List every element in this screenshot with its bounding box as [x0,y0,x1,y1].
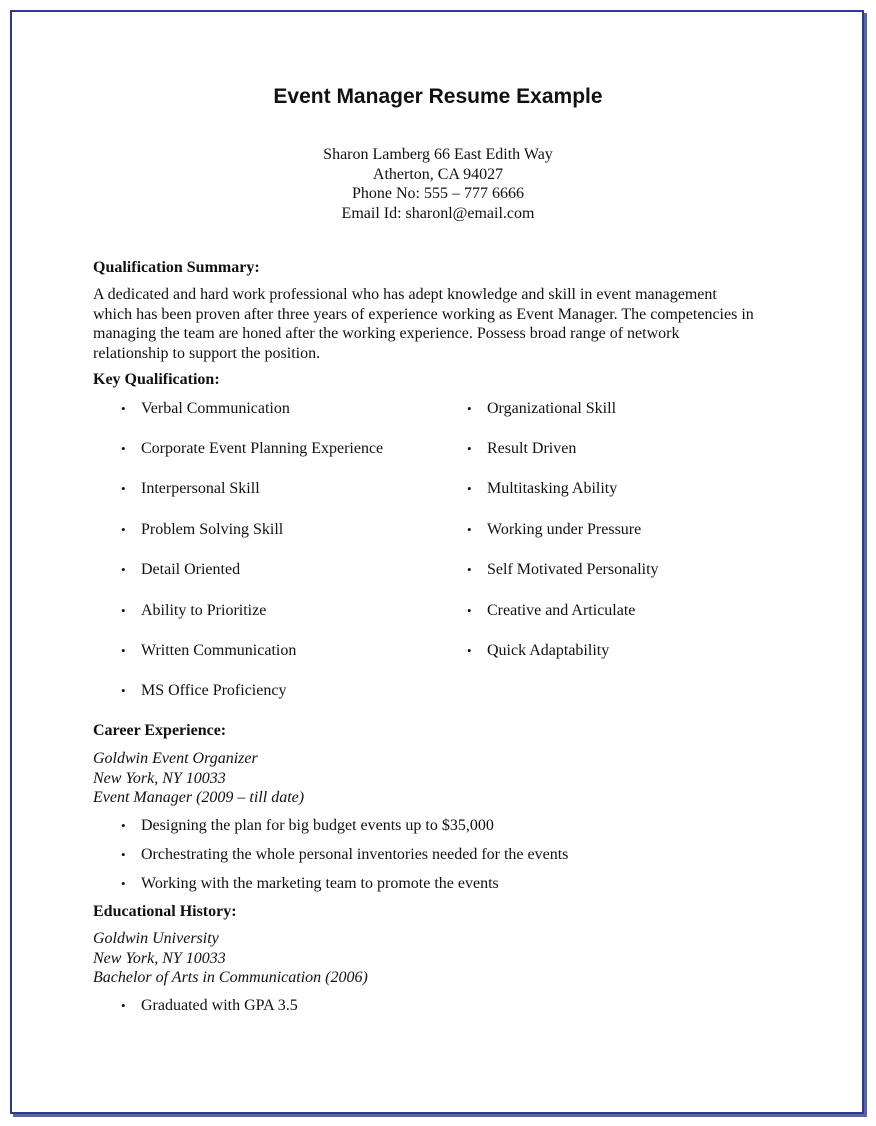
key-qualification-label: Quick Adaptability [487,642,610,659]
bullet-icon: • [121,847,126,862]
bullet-icon: • [121,998,126,1013]
qualification-summary-text [93,285,793,363]
bullet-icon: • [121,441,126,456]
contact-block [0,145,876,223]
contact-email: Email Id: sharonl@email.com [341,204,535,222]
bullet-icon: • [467,562,472,577]
career-employer-block [93,749,304,808]
school-location: New York, NY 10033 [93,949,226,967]
bullet-icon: • [121,401,126,416]
career-bullet-text: Orchestrating the whole personal inventories needed for the events [141,846,569,863]
summary-line: relationship to support the position. [93,344,321,362]
key-qualification-label: Organizational Skill [487,400,617,417]
bullet-icon: • [121,522,126,537]
employer-role: Event Manager (2009 – till date) [93,789,305,806]
bullet-icon: • [467,643,472,658]
key-qualification-label: Interpersonal Skill [141,480,260,497]
bullet-icon: • [121,562,126,577]
career-bullet-text: Working with the marketing team to promote the events [141,875,499,892]
key-qualification-label: Self Motivated Personality [487,561,659,578]
key-qualification-label: MS Office Proficiency [141,682,287,699]
key-qualification-heading: Key Qualification: [93,371,220,388]
degree-name: Bachelor of Arts in Communication (2006) [93,969,368,986]
summary-line: which has been proven after three years of experience working as Event Manager. The competencies in [93,305,754,323]
summary-line: A dedicated and hard work professional who has adept knowledge and skill in event management [93,286,717,303]
key-qualification-label: Working under Pressure [487,521,642,538]
bullet-icon: • [467,441,472,456]
educational-history-heading: Educational History: [93,903,237,920]
bullet-icon: • [467,481,472,496]
bullet-icon: • [467,401,472,416]
employer-location: New York, NY 10033 [93,769,226,787]
key-qualification-label: Multitasking Ability [487,480,618,497]
contact-city: Atherton, CA 94027 [372,165,504,183]
key-qualification-label: Written Communication [141,642,297,659]
key-qualification-label: Detail Oriented [141,561,241,578]
school-name: Goldwin University [93,930,219,947]
bullet-icon: • [121,481,126,496]
employer-name: Goldwin Event Organizer [93,750,258,767]
bullet-icon: • [467,603,472,618]
key-qualification-label: Creative and Articulate [487,602,636,619]
contact-name-address: Sharon Lamberg 66 East Edith Way [323,146,553,163]
bullet-icon: • [121,643,126,658]
career-experience-heading: Career Experience: [93,722,227,739]
bullet-icon: • [467,522,472,537]
summary-line: managing the team are honed after the working experience. Possess broad range of network [93,325,680,342]
key-qualification-label: Result Driven [487,440,577,457]
key-qualification-label: Problem Solving Skill [141,521,284,538]
bullet-icon: • [121,683,126,698]
document-title: Event Manager Resume Example [273,85,603,108]
education-block [93,929,368,988]
education-bullet-text: Graduated with GPA 3.5 [141,997,298,1014]
key-qualification-label: Verbal Communication [141,400,290,417]
qualification-summary-heading: Qualification Summary: [93,259,260,276]
bullet-icon: • [121,818,126,833]
key-qualification-label: Ability to Prioritize [141,602,267,619]
contact-phone: Phone No: 555 – 777 6666 [352,185,524,202]
key-qualification-label: Corporate Event Planning Experience [141,440,384,457]
bullet-icon: • [121,603,126,618]
career-bullet-text: Designing the plan for big budget events up to $35,000 [141,817,494,834]
bullet-icon: • [121,876,126,891]
